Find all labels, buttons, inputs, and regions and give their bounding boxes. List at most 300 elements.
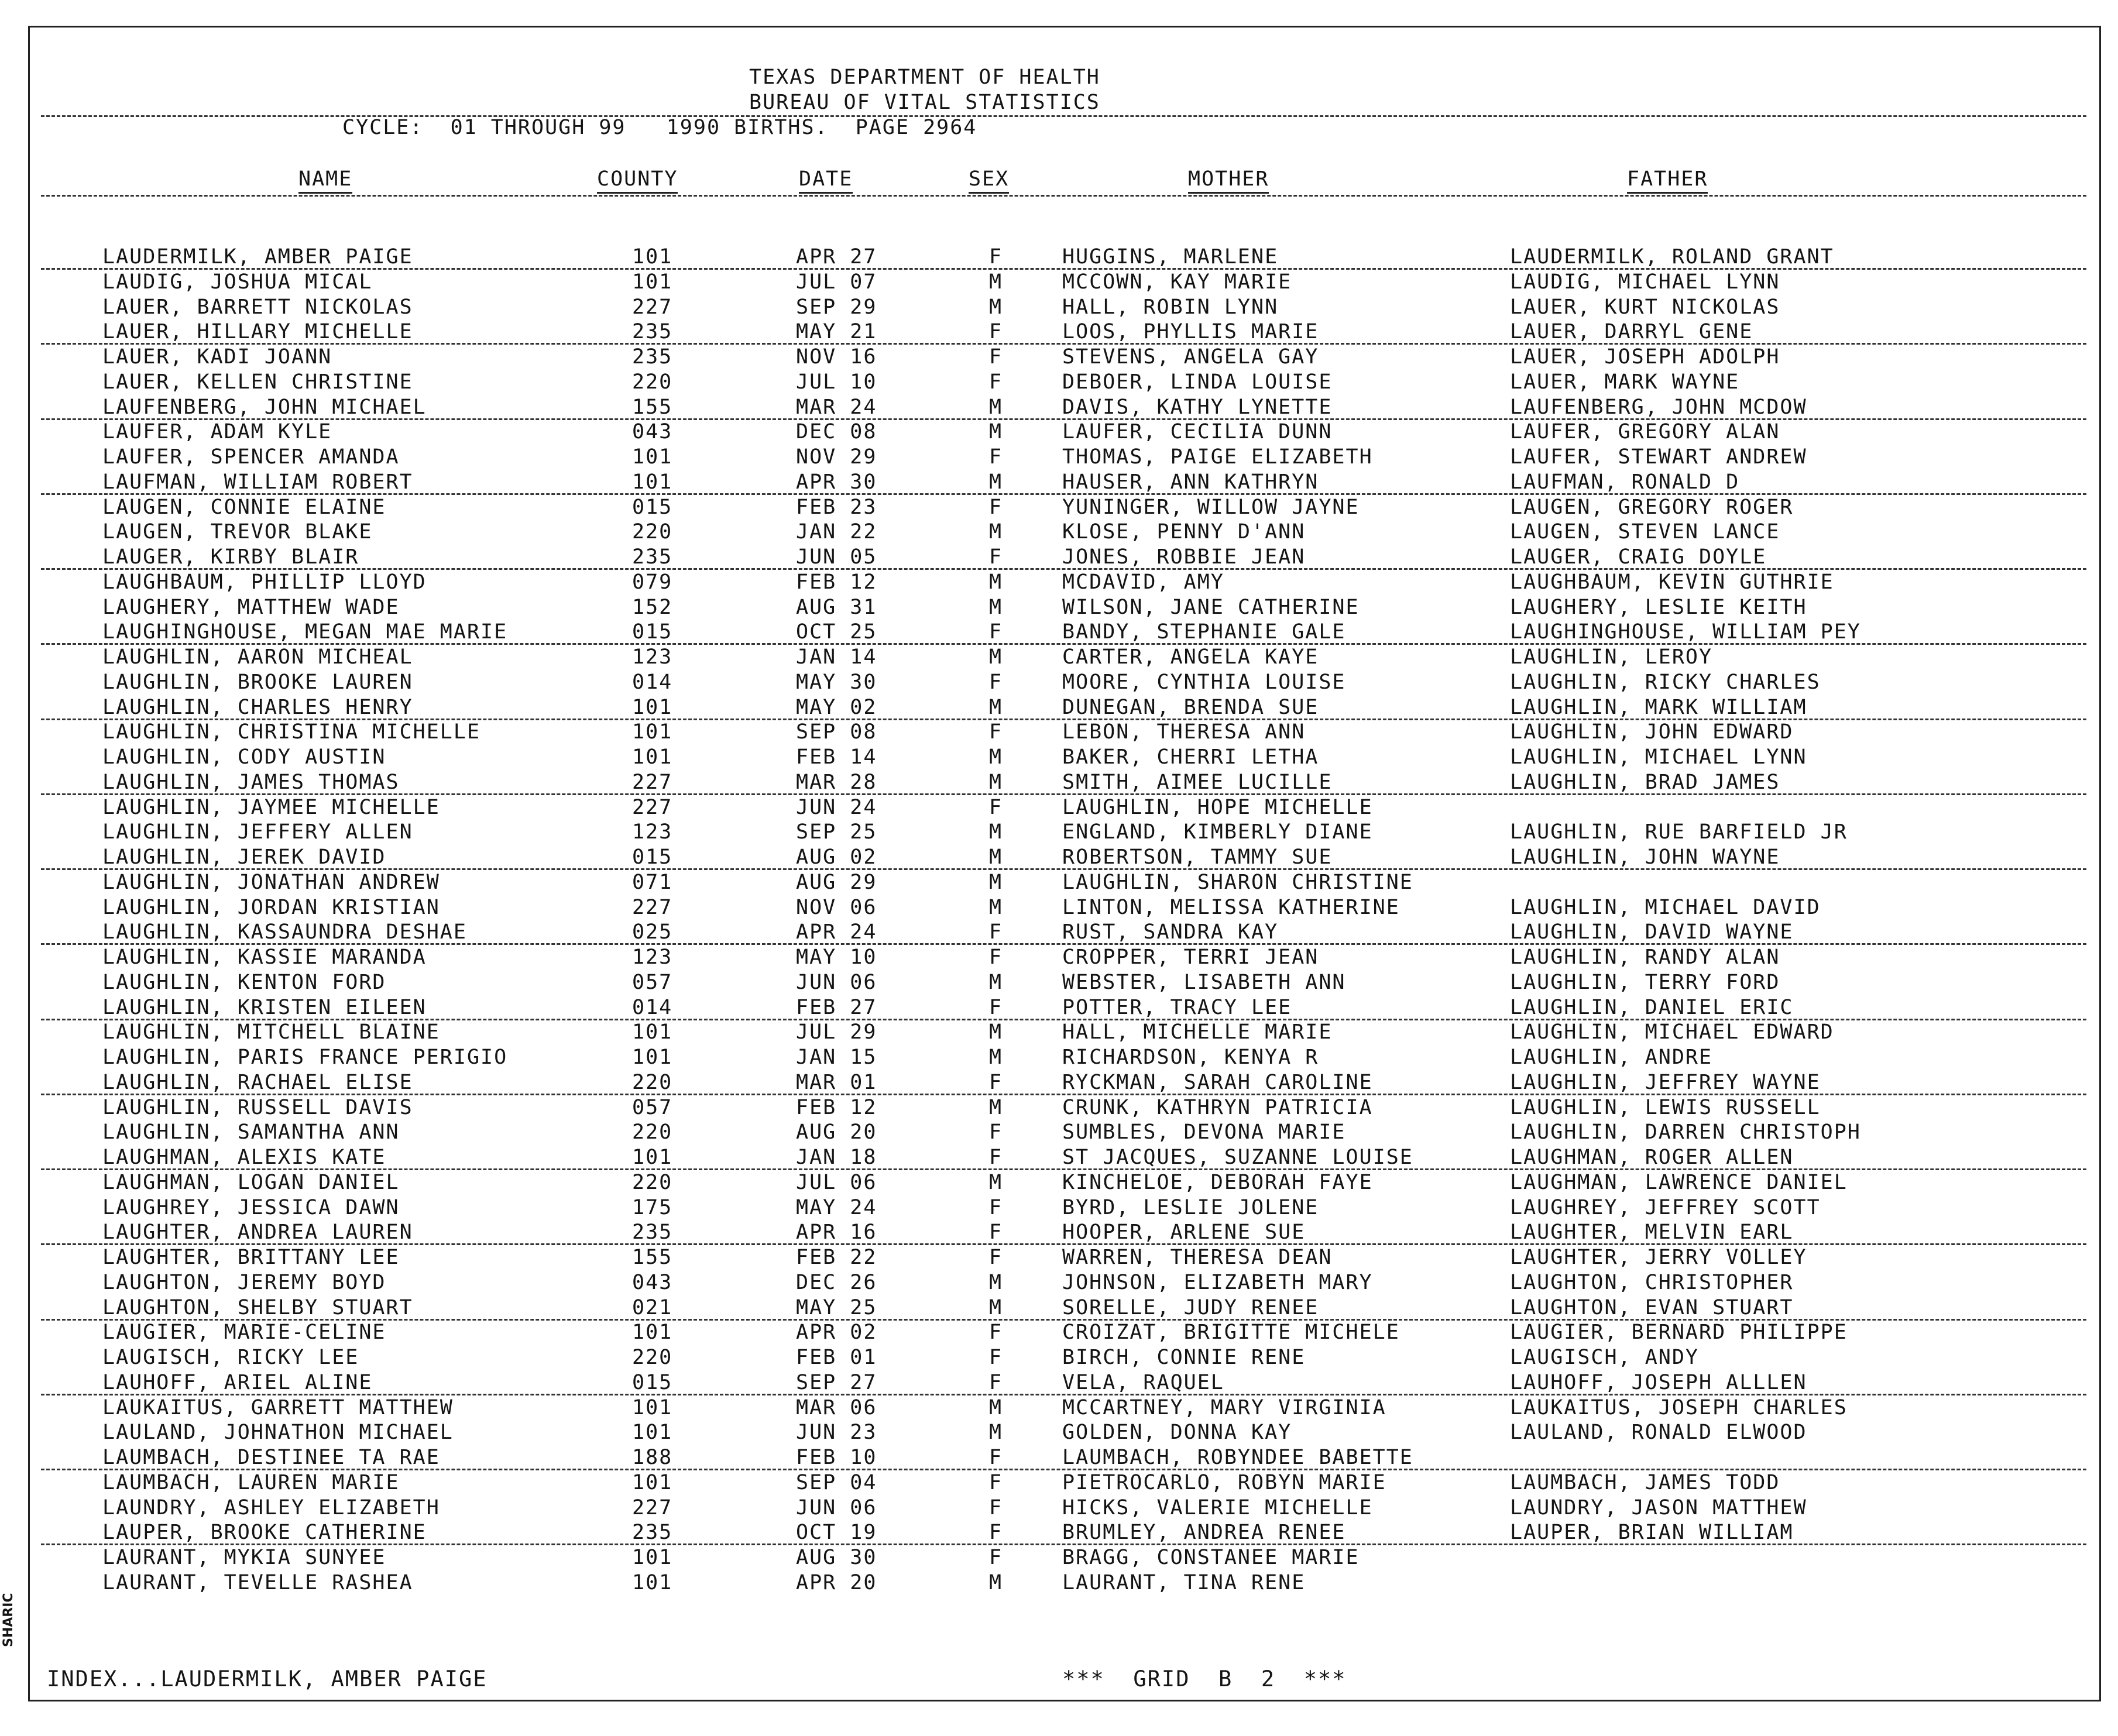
record-sex: F [989, 1496, 1003, 1520]
record-sex: F [989, 1346, 1003, 1369]
record-sex: F [989, 495, 1003, 519]
column-header-divider [41, 195, 2086, 197]
record-mother: ST JACQUES, SUZANNE LOUISE [1062, 1146, 1413, 1169]
record-father: LAUGHTON, CHRISTOPHER [1510, 1270, 1794, 1294]
record-county: 220 [632, 1170, 673, 1194]
record-sex: M [989, 470, 1003, 494]
record-date: APR 27 [796, 245, 877, 269]
record-name: LAUFER, SPENCER AMANDA [102, 445, 400, 469]
record-name: LAUGHLIN, JORDAN KRISTIAN [102, 895, 440, 919]
record-row [0, 1145, 2118, 1170]
record-row [0, 1570, 2118, 1596]
record-county: 014 [632, 995, 673, 1019]
record-mother: WILSON, JANE CATHERINE [1062, 595, 1360, 619]
record-mother: LOOS, PHYLLIS MARIE [1062, 320, 1319, 344]
record-name: LAULAND, JOHNATHON MICHAEL [102, 1421, 454, 1445]
record-date: FEB 22 [796, 1246, 877, 1269]
record-date: SEP 04 [796, 1470, 877, 1494]
record-mother: DAVIS, KATHY LYNETTE [1062, 395, 1333, 419]
column-header-sex: SEX [969, 167, 1009, 194]
record-county: 123 [632, 820, 673, 844]
record-sex: F [989, 1070, 1003, 1094]
record-father: LAUDIG, MICHAEL LYNN [1510, 270, 1780, 294]
record-county: 175 [632, 1195, 673, 1219]
record-sex: M [989, 270, 1003, 294]
record-father: LAUGHERY, LESLIE KEITH [1510, 595, 1807, 619]
record-name: LAUGHMAN, ALEXIS KATE [102, 1146, 386, 1169]
record-name: LAUGHTER, ANDREA LAUREN [102, 1221, 413, 1245]
record-father: LAUGEN, GREGORY ROGER [1510, 495, 1794, 519]
record-name: LAUHOFF, ARIEL ALINE [102, 1370, 373, 1394]
record-mother: CROIZAT, BRIGITTE MICHELE [1062, 1321, 1400, 1345]
record-name: LAUGHLIN, RUSSELL DAVIS [102, 1095, 413, 1119]
record-name: LAUFER, ADAM KYLE [102, 420, 332, 444]
record-name: LAUGHLIN, SAMANTHA ANN [102, 1120, 400, 1144]
record-county: 079 [632, 570, 673, 594]
record-mother: PIETROCARLO, ROBYN MARIE [1062, 1470, 1386, 1494]
record-date: OCT 25 [796, 620, 877, 644]
record-date: APR 20 [796, 1570, 877, 1594]
record-father: LAUGHTER, JERRY VOLLEY [1510, 1246, 1807, 1269]
record-mother: RICHARDSON, KENYA R [1062, 1046, 1319, 1069]
record-row [0, 1120, 2118, 1145]
record-row [0, 795, 2118, 820]
record-father: LAUER, JOSEPH ADOLPH [1510, 345, 1780, 369]
record-row [0, 995, 2118, 1020]
record-county: 220 [632, 370, 673, 394]
record-row [0, 1445, 2118, 1470]
record-name: LAUFMAN, WILLIAM ROBERT [102, 470, 413, 494]
record-father: LAUPER, BRIAN WILLIAM [1510, 1521, 1794, 1545]
record-sex: F [989, 1195, 1003, 1219]
record-mother: LAUGHLIN, HOPE MICHELLE [1062, 795, 1373, 819]
record-county: 101 [632, 695, 673, 719]
record-date: NOV 16 [796, 345, 877, 369]
record-sex: M [989, 1020, 1003, 1044]
record-county: 220 [632, 1346, 673, 1369]
record-row [0, 1195, 2118, 1221]
record-row [0, 770, 2118, 795]
column-header-county: COUNTY [597, 167, 678, 194]
record-sex: F [989, 1470, 1003, 1494]
record-father: LAUFMAN, RONALD D [1510, 470, 1740, 494]
record-name: LAUGHLIN, JEREK DAVID [102, 845, 386, 869]
record-father: LAUER, MARK WAYNE [1510, 370, 1740, 394]
record-name: LAUGIER, MARIE-CELINE [102, 1321, 386, 1345]
record-mother: LAUMBACH, ROBYNDEE BABETTE [1062, 1446, 1413, 1469]
column-header-date: DATE [799, 167, 853, 194]
record-mother: STEVENS, ANGELA GAY [1062, 345, 1319, 369]
record-date: MAY 25 [796, 1295, 877, 1319]
record-date: JAN 18 [796, 1146, 877, 1169]
header-agency: TEXAS DEPARTMENT OF HEALTH [749, 66, 1100, 89]
record-father: LAUGHLIN, ANDRE [1510, 1046, 1713, 1069]
record-county: 101 [632, 245, 673, 269]
record-county: 015 [632, 495, 673, 519]
record-row [0, 1045, 2118, 1070]
record-row [0, 1520, 2118, 1545]
record-date: JUN 06 [796, 970, 877, 994]
record-father: LAUNDRY, JASON MATTHEW [1510, 1496, 1807, 1520]
record-father: LAUGHLIN, MICHAEL EDWARD [1510, 1020, 1834, 1044]
record-county: 152 [632, 595, 673, 619]
record-county: 101 [632, 1146, 673, 1169]
record-sex: F [989, 1321, 1003, 1345]
record-date: MAY 02 [796, 695, 877, 719]
record-date: SEP 29 [796, 295, 877, 319]
record-sex: M [989, 745, 1003, 769]
record-date: DEC 26 [796, 1270, 877, 1294]
record-name: LAUMBACH, LAUREN MARIE [102, 1470, 400, 1494]
record-father: LAUDERMILK, ROLAND GRANT [1510, 245, 1834, 269]
record-county: 071 [632, 870, 673, 894]
record-father: LAUFER, STEWART ANDREW [1510, 445, 1807, 469]
record-father: LAUGHLIN, MICHAEL LYNN [1510, 745, 1807, 769]
record-father: LAUGER, CRAIG DOYLE [1510, 545, 1767, 569]
record-row [0, 245, 2118, 270]
record-sex: M [989, 520, 1003, 544]
record-mother: THOMAS, PAIGE ELIZABETH [1062, 445, 1373, 469]
record-row [0, 1020, 2118, 1045]
record-mother: MCCOWN, KAY MARIE [1062, 270, 1292, 294]
record-date: AUG 31 [796, 595, 877, 619]
footer-index: INDEX...LAUDERMILK, AMBER PAIGE [47, 1666, 488, 1692]
record-sex: M [989, 1170, 1003, 1194]
record-row [0, 1545, 2118, 1570]
record-sex: M [989, 595, 1003, 619]
record-date: SEP 08 [796, 720, 877, 744]
record-county: 227 [632, 1496, 673, 1520]
record-name: LAUGEN, TREVOR BLAKE [102, 520, 373, 544]
record-sex: F [989, 445, 1003, 469]
record-sex: F [989, 320, 1003, 344]
record-row [0, 595, 2118, 620]
record-date: JUN 05 [796, 545, 877, 569]
record-mother: HALL, MICHELLE MARIE [1062, 1020, 1333, 1044]
record-county: 015 [632, 620, 673, 644]
record-row [0, 870, 2118, 895]
record-sex: M [989, 570, 1003, 594]
record-father: LAUGEN, STEVEN LANCE [1510, 520, 1780, 544]
record-date: MAR 06 [796, 1395, 877, 1419]
record-name: LAUGHLIN, AARON MICHEAL [102, 645, 413, 669]
record-sex: M [989, 645, 1003, 669]
record-name: LAUGHLIN, KASSAUNDRA DESHAE [102, 920, 467, 944]
record-mother: HALL, ROBIN LYNN [1062, 295, 1279, 319]
record-sex: F [989, 1146, 1003, 1169]
record-sex: M [989, 1095, 1003, 1119]
record-date: JUN 24 [796, 795, 877, 819]
record-county: 015 [632, 845, 673, 869]
record-date: MAR 01 [796, 1070, 877, 1094]
record-row [0, 495, 2118, 520]
record-row [0, 895, 2118, 920]
record-sex: M [989, 1395, 1003, 1419]
record-county: 123 [632, 946, 673, 969]
record-name: LAUER, KELLEN CHRISTINE [102, 370, 413, 394]
record-father: LAUGHLIN, DANIEL ERIC [1510, 995, 1794, 1019]
record-name: LAUGHLIN, KRISTEN EILEEN [102, 995, 427, 1019]
record-row [0, 545, 2118, 570]
record-county: 227 [632, 795, 673, 819]
record-father: LAUGHLIN, JOHN EDWARD [1510, 720, 1794, 744]
record-father: LAUGHLIN, RICKY CHARLES [1510, 670, 1821, 694]
record-row [0, 570, 2118, 595]
record-date: AUG 02 [796, 845, 877, 869]
record-sex: M [989, 820, 1003, 844]
record-name: LAUGHLIN, BROOKE LAUREN [102, 670, 413, 694]
record-sex: M [989, 770, 1003, 794]
record-mother: JOHNSON, ELIZABETH MARY [1062, 1270, 1373, 1294]
record-father: LAUGHLIN, JEFFREY WAYNE [1510, 1070, 1821, 1094]
record-name: LAUMBACH, DESTINEE TA RAE [102, 1446, 440, 1469]
record-father: LAUFENBERG, JOHN MCDOW [1510, 395, 1807, 419]
record-date: SEP 25 [796, 820, 877, 844]
record-father: LAUFER, GREGORY ALAN [1510, 420, 1780, 444]
record-county: 101 [632, 1421, 673, 1445]
record-sex: M [989, 1570, 1003, 1594]
record-row [0, 1220, 2118, 1245]
record-date: MAY 30 [796, 670, 877, 694]
record-mother: BAKER, CHERRI LETHA [1062, 745, 1319, 769]
record-mother: ROBERTSON, TAMMY SUE [1062, 845, 1333, 869]
record-date: FEB 10 [796, 1446, 877, 1469]
record-date: FEB 14 [796, 745, 877, 769]
record-sex: F [989, 245, 1003, 269]
record-father: LAUER, KURT NICKOLAS [1510, 295, 1780, 319]
record-mother: BIRCH, CONNIE RENE [1062, 1346, 1306, 1369]
record-row [0, 1395, 2118, 1421]
record-county: 123 [632, 645, 673, 669]
record-sex: M [989, 295, 1003, 319]
record-date: FEB 27 [796, 995, 877, 1019]
record-row [0, 445, 2118, 470]
record-sex: F [989, 345, 1003, 369]
record-sex: M [989, 1421, 1003, 1445]
record-county: 057 [632, 1095, 673, 1119]
record-date: MAY 24 [796, 1195, 877, 1219]
record-mother: HICKS, VALERIE MICHELLE [1062, 1496, 1373, 1520]
record-name: LAUFENBERG, JOHN MICHAEL [102, 395, 427, 419]
record-father: LAUGHLIN, RUE BARFIELD JR [1510, 820, 1848, 844]
record-mother: LAUGHLIN, SHARON CHRISTINE [1062, 870, 1413, 894]
record-row [0, 420, 2118, 445]
record-mother: LINTON, MELISSA KATHERINE [1062, 895, 1400, 919]
record-row [0, 695, 2118, 720]
record-county: 101 [632, 445, 673, 469]
record-sex: M [989, 695, 1003, 719]
record-row [0, 345, 2118, 370]
record-sex: M [989, 1295, 1003, 1319]
record-mother: LAURANT, TINA RENE [1062, 1570, 1306, 1594]
column-header-name: NAME [298, 167, 352, 194]
record-name: LAUGHREY, JESSICA DAWN [102, 1195, 400, 1219]
record-county: 101 [632, 1321, 673, 1345]
record-date: FEB 23 [796, 495, 877, 519]
record-date: NOV 29 [796, 445, 877, 469]
record-county: 227 [632, 895, 673, 919]
record-county: 101 [632, 270, 673, 294]
record-date: FEB 12 [796, 570, 877, 594]
record-sex: F [989, 1546, 1003, 1569]
record-father: LAUGHMAN, LAWRENCE DANIEL [1510, 1170, 1848, 1194]
record-father: LAUGISCH, ANDY [1510, 1346, 1700, 1369]
record-mother: ENGLAND, KIMBERLY DIANE [1062, 820, 1373, 844]
record-county: 235 [632, 1521, 673, 1545]
record-row [0, 1420, 2118, 1445]
record-father: LAUGHLIN, LEWIS RUSSELL [1510, 1095, 1821, 1119]
record-date: APR 30 [796, 470, 877, 494]
record-father: LAUGHLIN, TERRY FORD [1510, 970, 1780, 994]
record-name: LAUGHLIN, JAYMEE MICHELLE [102, 795, 440, 819]
record-father: LAUGHLIN, MICHAEL DAVID [1510, 895, 1821, 919]
record-mother: SORELLE, JUDY RENEE [1062, 1295, 1319, 1319]
record-date: APR 24 [796, 920, 877, 944]
record-mother: BYRD, LESLIE JOLENE [1062, 1195, 1319, 1219]
record-mother: YUNINGER, WILLOW JAYNE [1062, 495, 1360, 519]
record-sex: M [989, 870, 1003, 894]
record-mother: MCCARTNEY, MARY VIRGINIA [1062, 1395, 1386, 1419]
record-date: MAR 24 [796, 395, 877, 419]
record-mother: SUMBLES, DEVONA MARIE [1062, 1120, 1346, 1144]
record-name: LAUKAITUS, GARRETT MATTHEW [102, 1395, 454, 1419]
record-row [0, 1320, 2118, 1345]
record-date: JUL 29 [796, 1020, 877, 1044]
record-father: LAUGHLIN, MARK WILLIAM [1510, 695, 1807, 719]
record-sex: M [989, 970, 1003, 994]
record-name: LAUGHLIN, KENTON FORD [102, 970, 386, 994]
record-mother: VELA, RAQUEL [1062, 1370, 1224, 1394]
record-row [0, 1270, 2118, 1295]
record-mother: HUGGINS, MARLENE [1062, 245, 1279, 269]
header-cycle: CYCLE: 01 THROUGH 99 1990 BIRTHS. PAGE 2964 [342, 116, 977, 139]
record-row [0, 645, 2118, 670]
record-row [0, 295, 2118, 320]
record-mother: CRUNK, KATHRYN PATRICIA [1062, 1095, 1373, 1119]
record-county: 220 [632, 1120, 673, 1144]
record-father: LAUGHREY, JEFFREY SCOTT [1510, 1195, 1821, 1219]
record-name: LAUDERMILK, AMBER PAIGE [102, 245, 413, 269]
record-row [0, 1470, 2118, 1496]
record-row [0, 1095, 2118, 1120]
record-sex: F [989, 995, 1003, 1019]
record-mother: POTTER, TRACY LEE [1062, 995, 1292, 1019]
record-sex: M [989, 395, 1003, 419]
record-sex: F [989, 370, 1003, 394]
header-bureau: BUREAU OF VITAL STATISTICS [749, 91, 1100, 114]
record-mother: LEBON, THERESA ANN [1062, 720, 1306, 744]
record-date: JUN 23 [796, 1421, 877, 1445]
record-date: OCT 19 [796, 1521, 877, 1545]
record-name: LAUNDRY, ASHLEY ELIZABETH [102, 1496, 440, 1520]
record-name: LAUGHLIN, CODY AUSTIN [102, 745, 386, 769]
record-mother: RYCKMAN, SARAH CAROLINE [1062, 1070, 1373, 1094]
record-date: JUL 07 [796, 270, 877, 294]
record-mother: LAUFER, CECILIA DUNN [1062, 420, 1333, 444]
record-date: FEB 12 [796, 1095, 877, 1119]
record-date: MAR 28 [796, 770, 877, 794]
record-date: JAN 14 [796, 645, 877, 669]
record-county: 235 [632, 545, 673, 569]
record-name: LAUGER, KIRBY BLAIR [102, 545, 359, 569]
record-name: LAUGHLIN, JEFFERY ALLEN [102, 820, 413, 844]
record-mother: CROPPER, TERRI JEAN [1062, 946, 1319, 969]
record-county: 025 [632, 920, 673, 944]
record-name: LAUGHLIN, PARIS FRANCE PERIGIO [102, 1046, 508, 1069]
record-father: LAUGHTER, MELVIN EARL [1510, 1221, 1794, 1245]
record-county: 227 [632, 770, 673, 794]
record-county: 155 [632, 395, 673, 419]
record-father: LAUGHTON, EVAN STUART [1510, 1295, 1794, 1319]
record-name: LAUGHTON, SHELBY STUART [102, 1295, 413, 1319]
record-row [0, 1345, 2118, 1370]
record-county: 101 [632, 745, 673, 769]
record-mother: CARTER, ANGELA KAYE [1062, 645, 1319, 669]
record-county: 220 [632, 520, 673, 544]
record-sex: F [989, 1446, 1003, 1469]
record-mother: BANDY, STEPHANIE GALE [1062, 620, 1346, 644]
record-county: 188 [632, 1446, 673, 1469]
record-name: LAUGHBAUM, PHILLIP LLOYD [102, 570, 427, 594]
record-row [0, 1170, 2118, 1195]
record-mother: KLOSE, PENNY D'ANN [1062, 520, 1306, 544]
record-sex: F [989, 1221, 1003, 1245]
record-mother: BRAGG, CONSTANEE MARIE [1062, 1546, 1360, 1569]
record-date: FEB 01 [796, 1346, 877, 1369]
record-date: JAN 15 [796, 1046, 877, 1069]
record-mother: WEBSTER, LISABETH ANN [1062, 970, 1346, 994]
record-father: LAUGHLIN, RANDY ALAN [1510, 946, 1780, 969]
record-name: LAUGHINGHOUSE, MEGAN MAE MARIE [102, 620, 508, 644]
record-date: APR 16 [796, 1221, 877, 1245]
record-name: LAUGHLIN, KASSIE MARANDA [102, 946, 427, 969]
record-sex: F [989, 795, 1003, 819]
record-name: LAUGHLIN, JONATHAN ANDREW [102, 870, 440, 894]
record-father: LAUGHLIN, BRAD JAMES [1510, 770, 1780, 794]
record-mother: KINCHELOE, DEBORAH FAYE [1062, 1170, 1373, 1194]
footer-grid: *** GRID B 2 *** [1062, 1666, 1347, 1692]
record-county: 021 [632, 1295, 673, 1319]
record-name: LAUGHTER, BRITTANY LEE [102, 1246, 400, 1269]
record-mother: MOORE, CYNTHIA LOUISE [1062, 670, 1346, 694]
record-row [0, 395, 2118, 420]
record-name: LAUGHLIN, CHRISTINA MICHELLE [102, 720, 481, 744]
record-name: LAUER, KADI JOANN [102, 345, 332, 369]
record-county: 101 [632, 1570, 673, 1594]
record-county: 015 [632, 1370, 673, 1394]
record-mother: WARREN, THERESA DEAN [1062, 1246, 1333, 1269]
record-sex: M [989, 895, 1003, 919]
record-father: LAUMBACH, JAMES TODD [1510, 1470, 1780, 1494]
record-county: 227 [632, 295, 673, 319]
record-name: LAUGHERY, MATTHEW WADE [102, 595, 400, 619]
record-county: 014 [632, 670, 673, 694]
record-father: LAUGHBAUM, KEVIN GUTHRIE [1510, 570, 1834, 594]
record-row [0, 1496, 2118, 1521]
record-name: LAUER, HILLARY MICHELLE [102, 320, 413, 344]
record-name: LAUDIG, JOSHUA MICAL [102, 270, 373, 294]
record-row [0, 1295, 2118, 1321]
record-mother: DUNEGAN, BRENDA SUE [1062, 695, 1319, 719]
record-county: 235 [632, 1221, 673, 1245]
record-row [0, 670, 2118, 695]
record-father: LAULAND, RONALD ELWOOD [1510, 1421, 1807, 1445]
record-row [0, 370, 2118, 395]
record-name: LAUER, BARRETT NICKOLAS [102, 295, 413, 319]
record-county: 101 [632, 1546, 673, 1569]
record-name: LAURANT, TEVELLE RASHEA [102, 1570, 413, 1594]
record-sex: M [989, 1046, 1003, 1069]
